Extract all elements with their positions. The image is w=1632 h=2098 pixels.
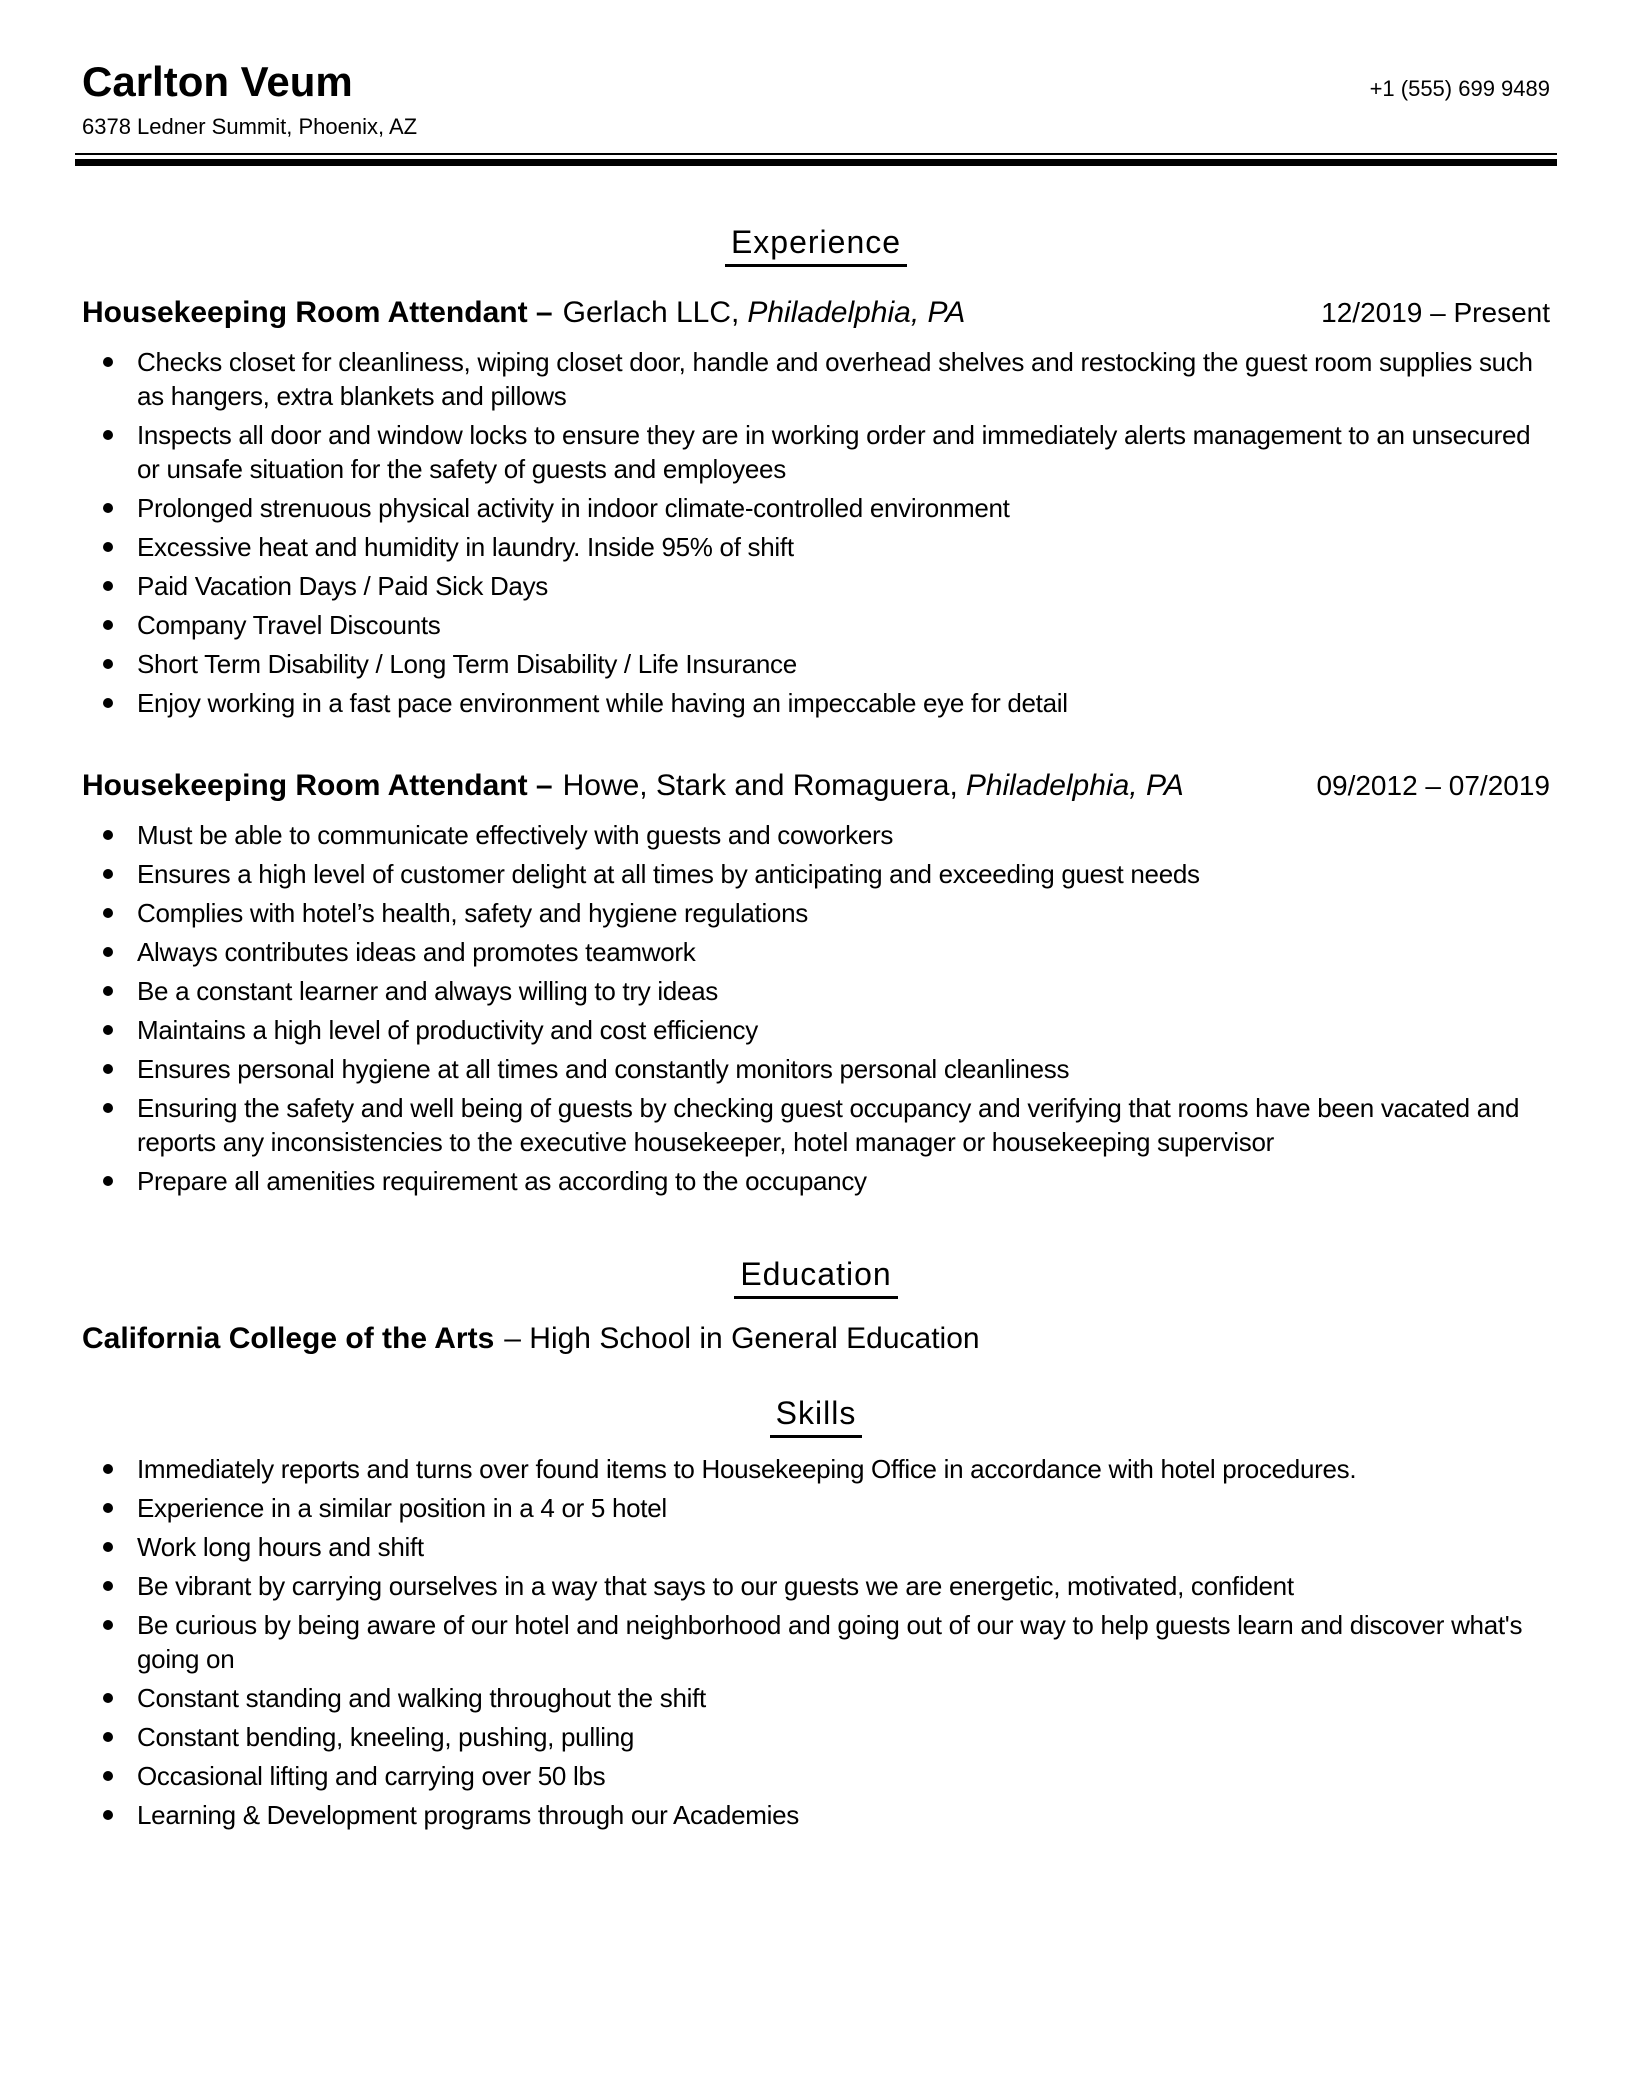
bullet-item: Company Travel Discounts [82,608,1550,642]
bullet-item: Constant standing and walking throughout the shift [82,1681,1550,1715]
job-company: Howe, Stark and Romaguera, [562,769,958,802]
job-role: Housekeeping Room Attendant – [82,769,553,802]
bullet-item: Occasional lifting and carrying over 50 lbs [82,1759,1550,1793]
job-bullet-list [82,345,1550,720]
education-heading: Education [734,1254,897,1299]
bullet-item: Ensures personal hygiene at all times and constantly monitors personal cleanliness [82,1052,1550,1086]
bullet-item: Be a constant learner and always willing to try ideas [82,974,1550,1008]
bullet-item: Be vibrant by carrying ourselves in a way that says to our guests we are energetic, motivated, confident [82,1569,1550,1603]
bullet-item: Must be able to communicate effectively with guests and coworkers [82,818,1550,852]
job-title-row [82,295,1550,331]
education-entry [82,1321,1550,1357]
experience-section [82,222,1550,1198]
divider-thin-rule [75,153,1557,155]
job-entry-2 [82,768,1550,1198]
education-heading-wrap [82,1254,1550,1299]
job-title-row [82,768,1550,804]
bullet-item: Inspects all door and window locks to ensure they are in working order and immediately alerts management to an unsecured or unsafe situation for the safety of guests and employees [82,418,1550,486]
bullet-item: Ensures a high level of customer delight at all times by anticipating and exceeding guest needs [82,857,1550,891]
header-divider [75,153,1557,166]
bullet-item: Work long hours and shift [82,1530,1550,1564]
resume-header [82,57,1550,166]
bullet-item: Enjoy working in a fast pace environment while having an impeccable eye for detail [82,686,1550,720]
job-entry-1 [82,295,1550,720]
header-row [82,57,1550,107]
bullet-item: Checks closet for cleanliness, wiping closet door, handle and overhead shelves and restocking the guest room supplies such as hangers, extra blankets and pillows [82,345,1550,413]
job-location: Philadelphia, PA [747,296,966,329]
experience-heading: Experience [725,222,907,267]
bullet-item: Ensuring the safety and well being of guests by checking guest occupancy and verifying that rooms have been vacated and reports any inconsistencies to the executive housekeeper, hotel manager or housekeeping supervisor [82,1091,1550,1159]
job-dates: 12/2019 – Present [1321,297,1550,328]
bullet-item: Experience in a similar position in a 4 or 5 hotel [82,1491,1550,1525]
degree: – High School in General Education [504,1322,980,1355]
job-title [82,768,1184,804]
bullet-item: Maintains a high level of productivity and cost efficiency [82,1013,1550,1047]
address: 6378 Ledner Summit, Phoenix, AZ [82,114,418,139]
bullet-item: Complies with hotel’s health, safety and hygiene regulations [82,896,1550,930]
skills-heading-wrap [82,1393,1550,1438]
job-dates: 09/2012 – 07/2019 [1316,770,1550,801]
bullet-item: Constant bending, kneeling, pushing, pulling [82,1720,1550,1754]
bullet-item: Prepare all amenities requirement as according to the occupancy [82,1164,1550,1198]
person-name: Carlton Veum [82,58,353,105]
skills-section [82,1393,1550,1832]
job-bullet-list [82,818,1550,1198]
bullet-item: Learning & Development programs through our Academies [82,1798,1550,1832]
job-title [82,295,965,331]
bullet-item: Prolonged strenuous physical activity in indoor climate-controlled environment [82,491,1550,525]
divider-thick-rule [75,159,1557,166]
bullet-item: Excessive heat and humidity in laundry. Inside 95% of shift [82,530,1550,564]
job-role: Housekeeping Room Attendant – [82,296,553,329]
skills-bullet-list [82,1452,1550,1832]
bullet-item: Always contributes ideas and promotes teamwork [82,935,1550,969]
job-company: Gerlach LLC, [562,296,740,329]
bullet-item: Immediately reports and turns over found items to Housekeeping Office in accordance with hotel procedures. [82,1452,1550,1486]
bullet-item: Paid Vacation Days / Paid Sick Days [82,569,1550,603]
experience-heading-wrap [82,222,1550,267]
skills-heading: Skills [770,1393,863,1438]
bullet-item: Be curious by being aware of our hotel and neighborhood and going out of our way to help guests learn and discover what's going on [82,1608,1550,1676]
education-section [82,1254,1550,1357]
job-location: Philadelphia, PA [965,769,1184,802]
school-name: California College of the Arts [82,1322,495,1355]
bullet-item: Short Term Disability / Long Term Disability / Life Insurance [82,647,1550,681]
phone-number: +1 (555) 699 9489 [1369,76,1550,101]
